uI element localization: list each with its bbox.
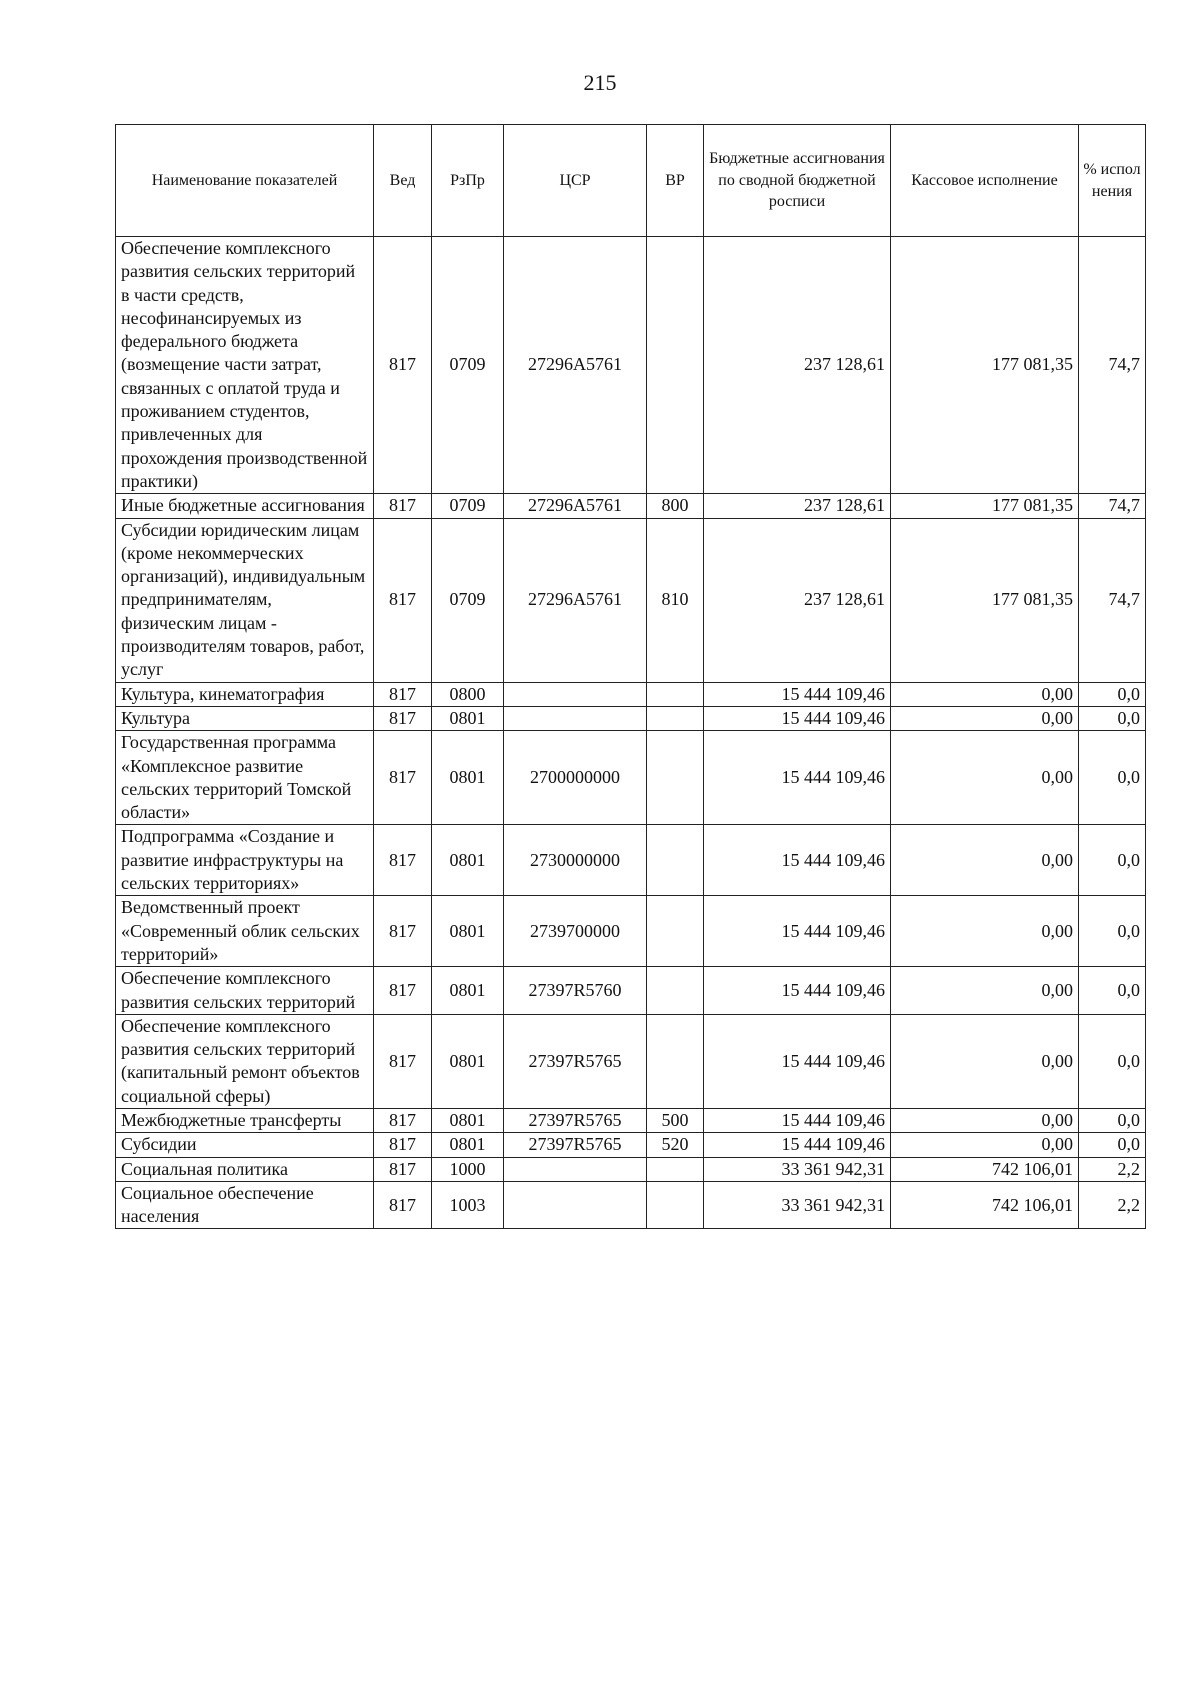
header-budget: Бюджетные ассигнования по сводной бюджетной росписи (704, 125, 891, 237)
cell-name: Культура (116, 706, 374, 730)
cell-name: Культура, кинематография (116, 682, 374, 706)
cell-vr (647, 237, 704, 494)
table-row (116, 1157, 1146, 1181)
cell-rzpr: 0709 (432, 494, 504, 518)
cell-name: Субсидии юридическим лицам (кроме некоммерческих организаций), индивидуальным предпринимателям, физическим лицам - производителям товаров, работ, услуг (116, 518, 374, 682)
cell-pct: 0,0 (1079, 1133, 1146, 1157)
cell-rzpr: 0801 (432, 967, 504, 1015)
cell-budget: 15 444 109,46 (704, 731, 891, 825)
budget-execution-table (115, 124, 1146, 1229)
cell-kass: 0,00 (891, 1108, 1079, 1132)
table-row (116, 825, 1146, 896)
cell-budget: 237 128,61 (704, 518, 891, 682)
cell-rzpr: 1000 (432, 1157, 504, 1181)
cell-rzpr: 0801 (432, 1108, 504, 1132)
cell-csr: 27296А5761 (504, 237, 647, 494)
cell-budget: 15 444 109,46 (704, 896, 891, 967)
cell-vr: 800 (647, 494, 704, 518)
cell-name: Иные бюджетные ассигнования (116, 494, 374, 518)
cell-vr: 810 (647, 518, 704, 682)
cell-rzpr: 0801 (432, 896, 504, 967)
header-ved: Вед (374, 125, 432, 237)
table-row (116, 1014, 1146, 1108)
cell-kass: 0,00 (891, 896, 1079, 967)
cell-vr: 500 (647, 1108, 704, 1132)
cell-rzpr: 1003 (432, 1181, 504, 1229)
page-number: 215 (583, 70, 617, 95)
table-row (116, 237, 1146, 494)
cell-budget: 237 128,61 (704, 494, 891, 518)
cell-name: Обеспечение комплексного развития сельских территорий в части средств, несофинансируемых из федерального бюджета (возмещение части затрат, связанных с оплатой труда и проживанием студентов, привлеченных для прохождения производственной практики) (116, 237, 374, 494)
cell-pct: 0,0 (1079, 825, 1146, 896)
cell-name: Социальная политика (116, 1157, 374, 1181)
cell-vr (647, 967, 704, 1015)
cell-ved: 817 (374, 1133, 432, 1157)
header-kass: Кассовое исполнение (891, 125, 1079, 237)
cell-kass: 742 106,01 (891, 1157, 1079, 1181)
cell-ved: 817 (374, 1108, 432, 1132)
cell-ved: 817 (374, 896, 432, 967)
cell-ved: 817 (374, 1157, 432, 1181)
cell-name: Подпрограмма «Создание и развитие инфраструктуры на сельских территориях» (116, 825, 374, 896)
cell-ved: 817 (374, 682, 432, 706)
cell-ved: 817 (374, 518, 432, 682)
cell-ved: 817 (374, 494, 432, 518)
cell-budget: 15 444 109,46 (704, 825, 891, 896)
cell-csr: 2739700000 (504, 896, 647, 967)
cell-rzpr: 0709 (432, 237, 504, 494)
cell-ved: 817 (374, 825, 432, 896)
cell-budget: 15 444 109,46 (704, 682, 891, 706)
cell-csr: 27296А5761 (504, 518, 647, 682)
cell-budget: 15 444 109,46 (704, 967, 891, 1015)
cell-kass: 0,00 (891, 825, 1079, 896)
cell-rzpr: 0801 (432, 1133, 504, 1157)
cell-pct: 2,2 (1079, 1181, 1146, 1229)
cell-vr: 520 (647, 1133, 704, 1157)
cell-ved: 817 (374, 967, 432, 1015)
cell-vr (647, 1014, 704, 1108)
cell-csr (504, 1181, 647, 1229)
cell-csr: 27397R5765 (504, 1014, 647, 1108)
cell-name: Ведомственный проект «Современный облик сельских территорий» (116, 896, 374, 967)
header-name: Наименование показателей (116, 125, 374, 237)
cell-name: Межбюджетные трансферты (116, 1108, 374, 1132)
cell-ved: 817 (374, 731, 432, 825)
table-header-row (116, 125, 1146, 237)
cell-pct: 74,7 (1079, 494, 1146, 518)
cell-csr: 2730000000 (504, 825, 647, 896)
table-row (116, 518, 1146, 682)
cell-budget: 33 361 942,31 (704, 1181, 891, 1229)
cell-budget: 15 444 109,46 (704, 1133, 891, 1157)
cell-vr (647, 706, 704, 730)
cell-kass: 0,00 (891, 967, 1079, 1015)
table-row (116, 1108, 1146, 1132)
cell-rzpr: 0801 (432, 731, 504, 825)
cell-vr (647, 731, 704, 825)
cell-name: Обеспечение комплексного развития сельских территорий (116, 967, 374, 1015)
cell-pct: 74,7 (1079, 518, 1146, 682)
cell-kass: 0,00 (891, 682, 1079, 706)
cell-csr (504, 682, 647, 706)
header-pct: % испол нения (1079, 125, 1146, 237)
cell-csr: 2700000000 (504, 731, 647, 825)
table-row (116, 682, 1146, 706)
table-row (116, 731, 1146, 825)
table-row (116, 494, 1146, 518)
cell-kass: 177 081,35 (891, 237, 1079, 494)
cell-csr (504, 706, 647, 730)
cell-kass: 177 081,35 (891, 494, 1079, 518)
cell-pct: 0,0 (1079, 706, 1146, 730)
cell-vr (647, 1181, 704, 1229)
header-vr: ВР (647, 125, 704, 237)
cell-kass: 177 081,35 (891, 518, 1079, 682)
cell-pct: 0,0 (1079, 1108, 1146, 1132)
cell-name: Государственная программа «Комплексное развитие сельских территорий Томской области» (116, 731, 374, 825)
header-csr: ЦСР (504, 125, 647, 237)
cell-vr (647, 825, 704, 896)
cell-pct: 0,0 (1079, 682, 1146, 706)
cell-name: Субсидии (116, 1133, 374, 1157)
cell-vr (647, 896, 704, 967)
table-row (116, 1133, 1146, 1157)
cell-budget: 33 361 942,31 (704, 1157, 891, 1181)
cell-budget: 15 444 109,46 (704, 1108, 891, 1132)
cell-rzpr: 0801 (432, 706, 504, 730)
cell-pct: 0,0 (1079, 967, 1146, 1015)
cell-ved: 817 (374, 1181, 432, 1229)
cell-pct: 0,0 (1079, 731, 1146, 825)
table-row (116, 1181, 1146, 1229)
cell-ved: 817 (374, 1014, 432, 1108)
cell-pct: 74,7 (1079, 237, 1146, 494)
cell-pct: 2,2 (1079, 1157, 1146, 1181)
cell-pct: 0,0 (1079, 896, 1146, 967)
cell-kass: 742 106,01 (891, 1181, 1079, 1229)
table-row (116, 967, 1146, 1015)
cell-rzpr: 0801 (432, 825, 504, 896)
cell-csr: 27296А5761 (504, 494, 647, 518)
cell-pct: 0,0 (1079, 1014, 1146, 1108)
cell-csr: 27397R5765 (504, 1108, 647, 1132)
cell-csr (504, 1157, 647, 1181)
cell-csr: 27397R5760 (504, 967, 647, 1015)
cell-csr: 27397R5765 (504, 1133, 647, 1157)
cell-kass: 0,00 (891, 731, 1079, 825)
cell-kass: 0,00 (891, 1133, 1079, 1157)
cell-kass: 0,00 (891, 706, 1079, 730)
cell-kass: 0,00 (891, 1014, 1079, 1108)
table-row (116, 706, 1146, 730)
cell-ved: 817 (374, 706, 432, 730)
cell-name: Социальное обеспечение населения (116, 1181, 374, 1229)
table-row (116, 896, 1146, 967)
cell-budget: 15 444 109,46 (704, 706, 891, 730)
cell-rzpr: 0709 (432, 518, 504, 682)
cell-vr (647, 1157, 704, 1181)
cell-ved: 817 (374, 237, 432, 494)
cell-rzpr: 0800 (432, 682, 504, 706)
cell-budget: 237 128,61 (704, 237, 891, 494)
cell-rzpr: 0801 (432, 1014, 504, 1108)
header-rzpr: РзПр (432, 125, 504, 237)
cell-budget: 15 444 109,46 (704, 1014, 891, 1108)
cell-name: Обеспечение комплексного развития сельских территорий (капитальный ремонт объектов социальной сферы) (116, 1014, 374, 1108)
cell-vr (647, 682, 704, 706)
